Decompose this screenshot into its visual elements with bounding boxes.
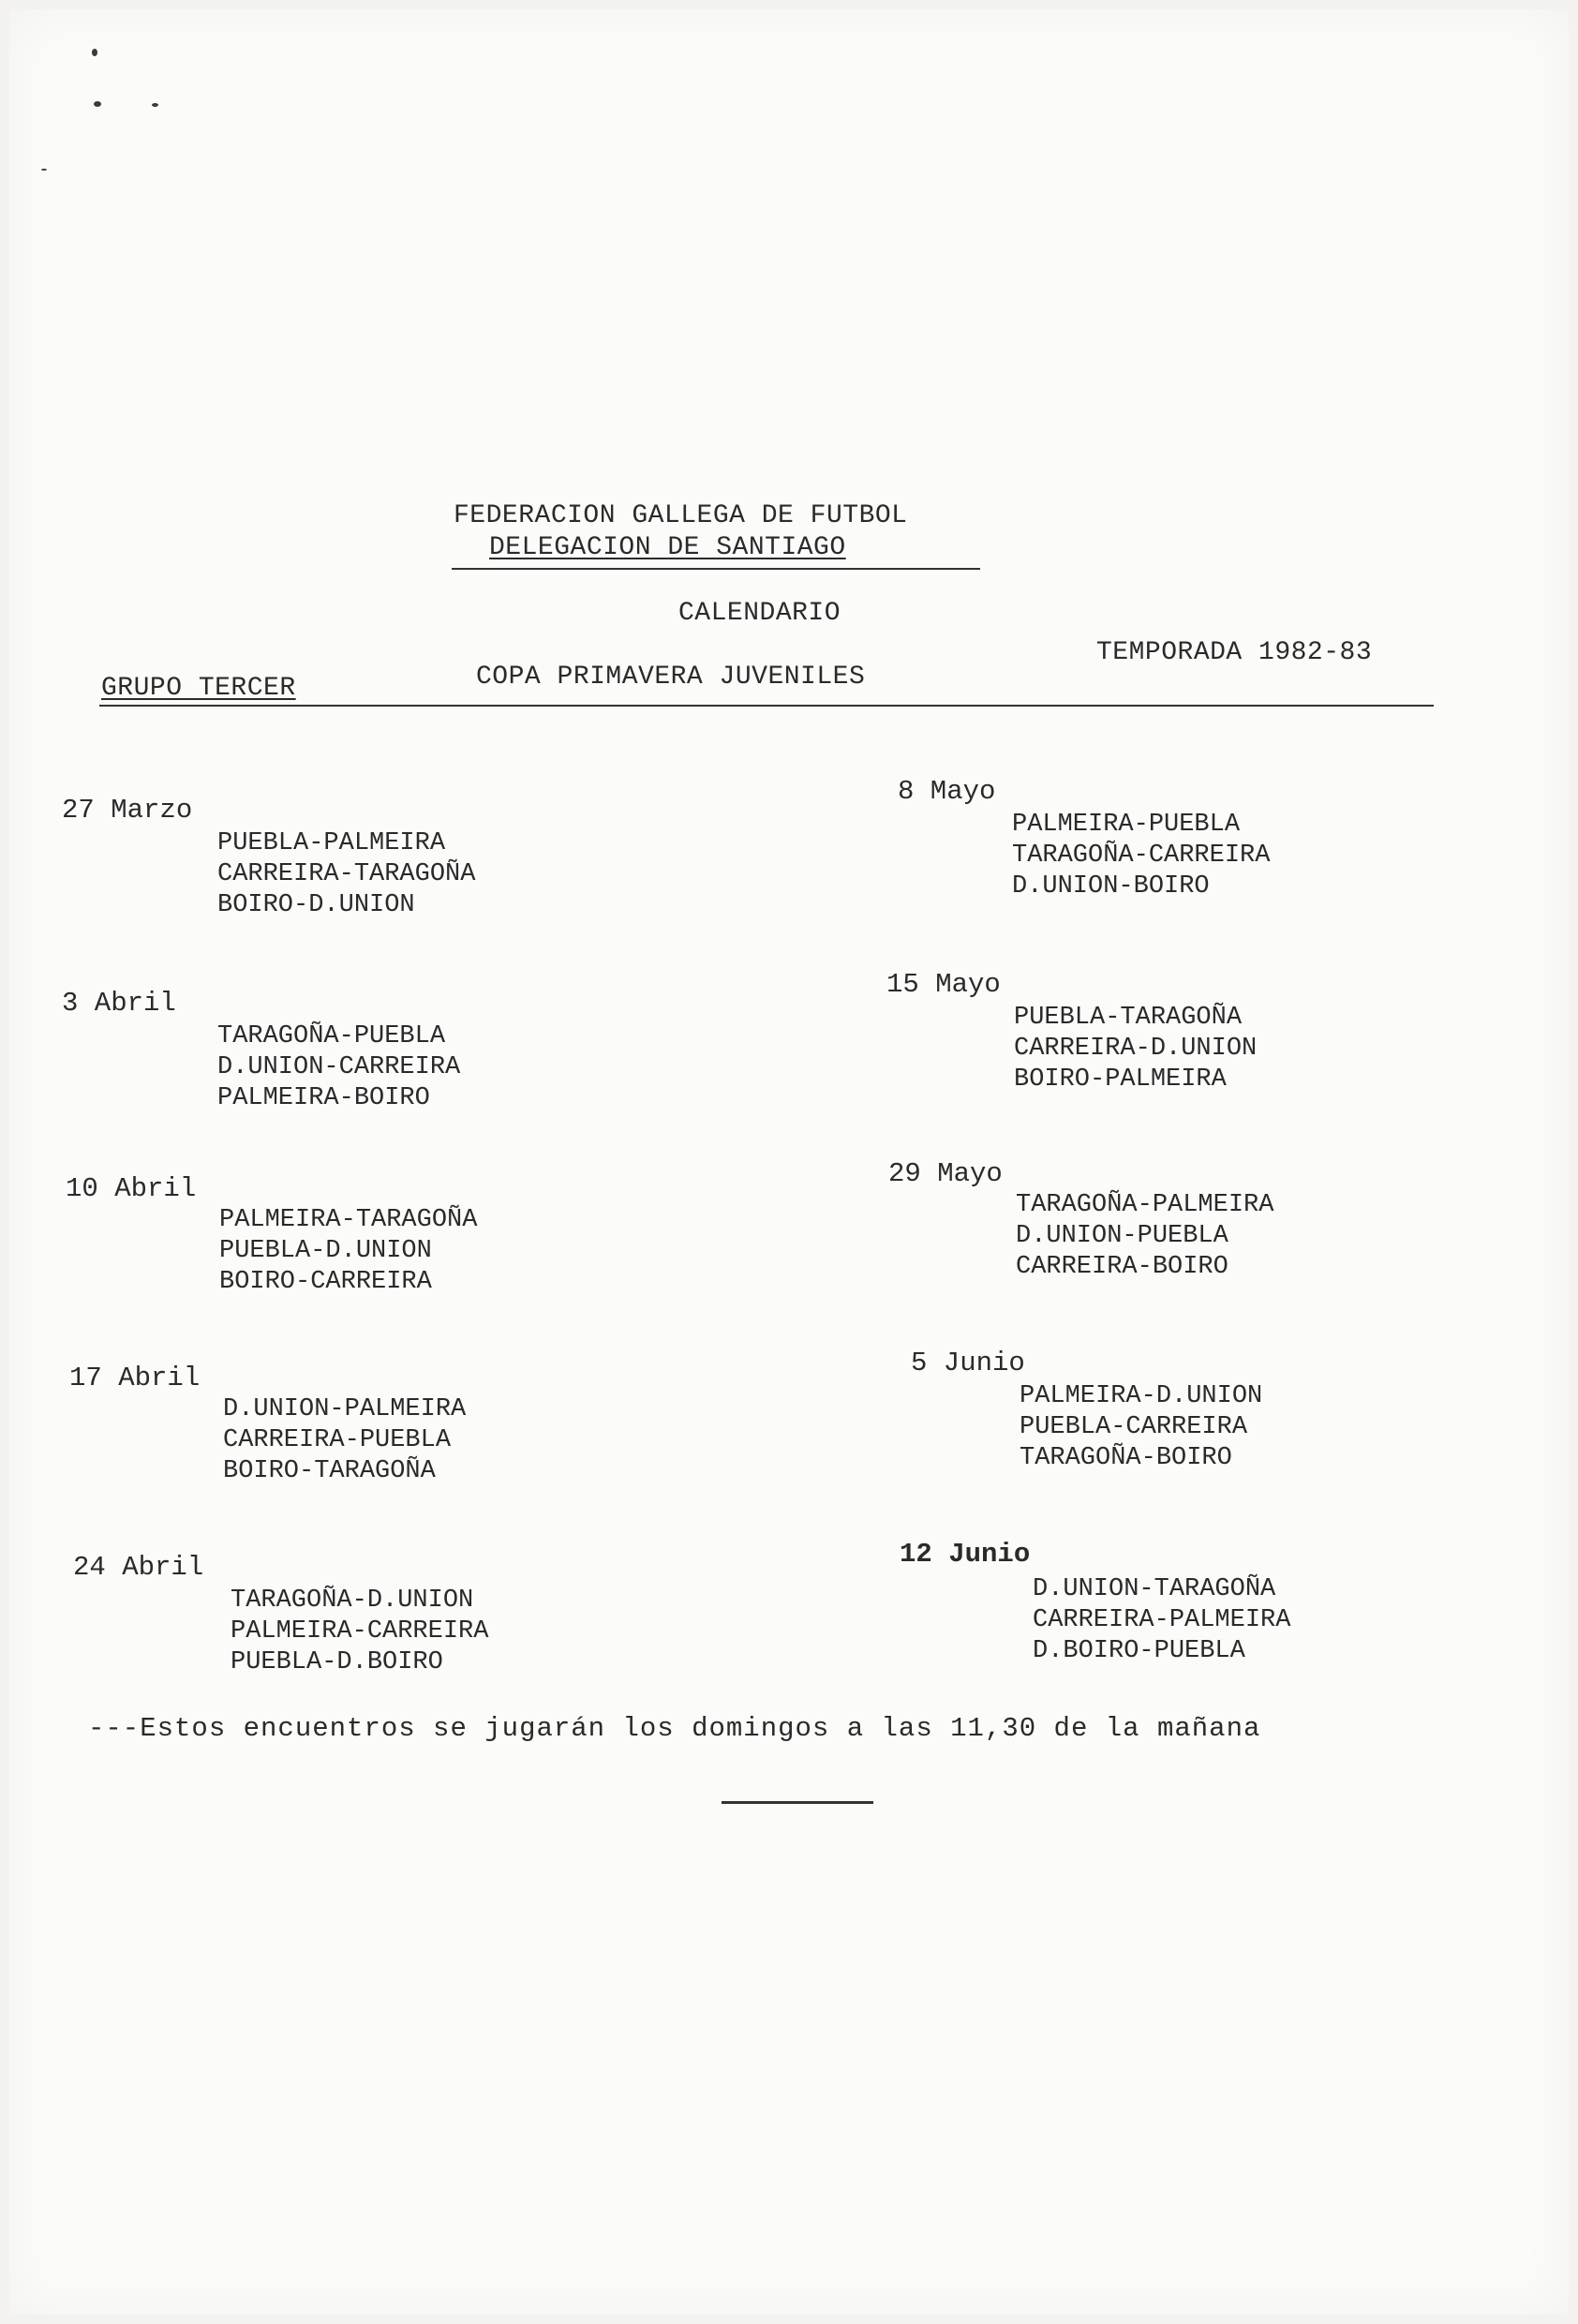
fixture-date: 29 Mayo <box>888 1158 1003 1189</box>
federation-title: FEDERACION GALLEGA DE FUTBOL <box>454 501 908 530</box>
fixture-date: 24 Abril <box>73 1552 204 1583</box>
match-list <box>223 1394 466 1487</box>
fixture-date: 17 Abril <box>69 1363 201 1393</box>
match: TARAGOÑA-D.UNION <box>231 1587 474 1615</box>
match: CARREIRA-PALMEIRA <box>1033 1606 1291 1634</box>
match: D.UNION-TARAGOÑA <box>1033 1575 1276 1603</box>
fixture-date: 5 Junio <box>911 1348 1025 1378</box>
calendar-title: CALENDARIO <box>678 599 841 628</box>
match: TARAGOÑA-CARREIRA <box>1012 842 1271 870</box>
match: TARAGOÑA-PALMEIRA <box>1016 1191 1274 1219</box>
match: BOIRO-TARAGOÑA <box>223 1457 436 1485</box>
ink-speck <box>41 169 47 171</box>
delegation-title: DELEGACION DE SANTIAGO <box>489 533 846 562</box>
match-list <box>1014 1003 1257 1095</box>
match: D.UNION-PUEBLA <box>1016 1222 1228 1250</box>
closing-rule <box>722 1801 873 1804</box>
match-list <box>1012 810 1270 902</box>
competition-label: COPA PRIMAVERA JUVENILES <box>476 663 866 692</box>
fixture-date: 3 Abril <box>62 988 176 1019</box>
match: CARREIRA-PUEBLA <box>223 1426 452 1454</box>
match: CARREIRA-TARAGOÑA <box>217 860 476 888</box>
match-list <box>231 1586 488 1678</box>
schedule-note: ---Estos encuentros se jugarán los domingos a las 11,30 de la mañana <box>88 1713 1261 1744</box>
fixture-date: 8 Mayo <box>898 776 996 807</box>
header-rule <box>99 705 1434 707</box>
match-list <box>217 828 475 921</box>
match: BOIRO-D.UNION <box>217 891 415 919</box>
match: D.UNION-PALMEIRA <box>223 1395 467 1423</box>
fixture-date: 10 Abril <box>66 1173 197 1204</box>
match-list <box>1020 1381 1262 1474</box>
match: PUEBLA-D.UNION <box>219 1237 432 1265</box>
match: TARAGOÑA-PUEBLA <box>217 1022 446 1050</box>
group-label: GRUPO TERCER <box>101 674 296 703</box>
match: PUEBLA-TARAGOÑA <box>1014 1004 1243 1032</box>
match: D.UNION-CARREIRA <box>217 1053 461 1081</box>
match: D.UNION-BOIRO <box>1012 872 1210 901</box>
match: PUEBLA-PALMEIRA <box>217 829 446 857</box>
fixture-date: 15 Mayo <box>886 969 1001 1000</box>
match: TARAGOÑA-BOIRO <box>1020 1444 1232 1472</box>
fixture-date: 12 Junio <box>900 1539 1031 1570</box>
match: CARREIRA-BOIRO <box>1016 1253 1228 1281</box>
match: CARREIRA-D.UNION <box>1014 1035 1258 1063</box>
document-page <box>9 9 1569 2315</box>
match-list <box>1033 1574 1290 1667</box>
match: PALMEIRA-BOIRO <box>217 1084 430 1112</box>
ink-speck <box>94 101 101 107</box>
season-label: TEMPORADA 1982-83 <box>1096 638 1373 667</box>
match: PALMEIRA-CARREIRA <box>231 1617 489 1646</box>
ink-speck <box>152 103 158 107</box>
match: D.BOIRO-PUEBLA <box>1033 1637 1245 1665</box>
match: PUEBLA-D.BOIRO <box>231 1648 443 1676</box>
match-list <box>219 1205 477 1298</box>
match-list <box>217 1021 460 1114</box>
fixture-date: 27 Marzo <box>62 795 193 826</box>
match: PALMEIRA-D.UNION <box>1020 1382 1263 1410</box>
match: BOIRO-CARREIRA <box>219 1268 432 1296</box>
delegation-underline <box>452 568 980 570</box>
match: PALMEIRA-PUEBLA <box>1012 811 1241 839</box>
match: BOIRO-PALMEIRA <box>1014 1065 1227 1094</box>
match-list <box>1016 1190 1273 1283</box>
match: PUEBLA-CARREIRA <box>1020 1413 1248 1441</box>
ink-speck <box>92 49 97 56</box>
match: PALMEIRA-TARAGOÑA <box>219 1206 478 1234</box>
